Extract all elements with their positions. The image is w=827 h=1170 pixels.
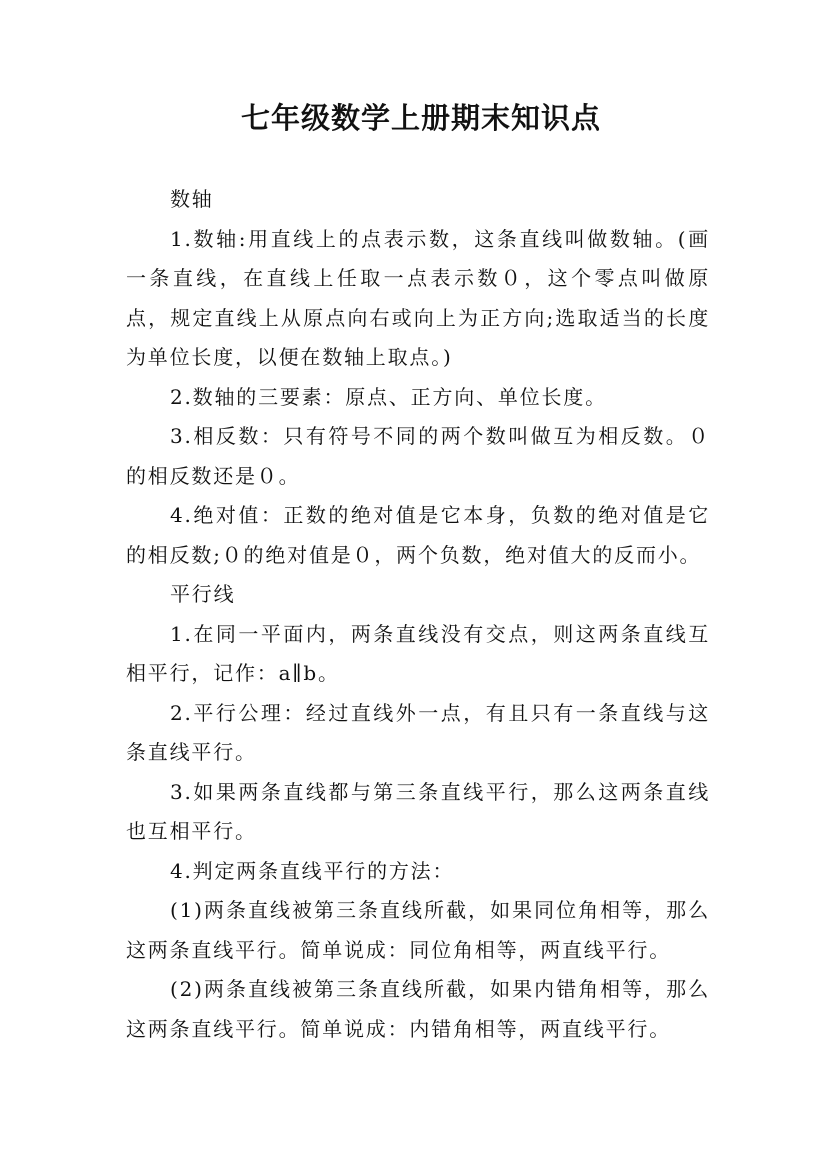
paragraph-alternate-angles: (2)两条直线被第三条直线所截，如果内错角相等，那么这两条直线平行。简单说成：内错角相等，两直线平行。 <box>126 977 710 1041</box>
paragraph-absolute-value: 4.绝对值：正数的绝对值是它本身，负数的绝对值是它的相反数;０的绝对值是０，两个负数，绝对值大的反而小。 <box>126 503 710 567</box>
paragraph-opposite-numbers: 3.相反数：只有符号不同的两个数叫做互为相反数。０的相反数还是０。 <box>126 424 710 488</box>
paragraph-parallel-definition: 1.在同一平面内，两条直线没有交点，则这两条直线互相平行，记作：a∥b。 <box>126 621 710 685</box>
section-heading-parallel-lines: 平行线 <box>170 582 236 606</box>
page-title: 七年级数学上册期末知识点 <box>240 101 601 135</box>
paragraph-parallel-criteria: 4.判定两条直线平行的方法： <box>170 858 455 883</box>
section-heading-number-line: 数轴 <box>170 187 214 211</box>
paragraph-number-line-definition: 1.数轴:用直线上的点表示数，这条直线叫做数轴。(画一条直线，在直线上任取一点表示数０，这个零点叫做原点，规定直线上从原点向右或向上为正方向;选取适当的长度为单位长度，以便在数轴上取点。) <box>126 226 710 369</box>
paragraph-corresponding-angles: (1)两条直线被第三条直线所截，如果同位角相等，那么这两条直线平行。简单说成：同位角相等，两直线平行。 <box>126 898 710 962</box>
paragraph-number-line-elements: 2.数轴的三要素：原点、正方向、单位长度。 <box>170 384 607 409</box>
paragraph-parallel-axiom: 2.平行公理：经过直线外一点，有且只有一条直线与这条直线平行。 <box>126 700 710 764</box>
paragraph-parallel-transitive: 3.如果两条直线都与第三条直线平行，那么这两条直线也互相平行。 <box>126 779 710 843</box>
document-page <box>126 98 710 1049</box>
